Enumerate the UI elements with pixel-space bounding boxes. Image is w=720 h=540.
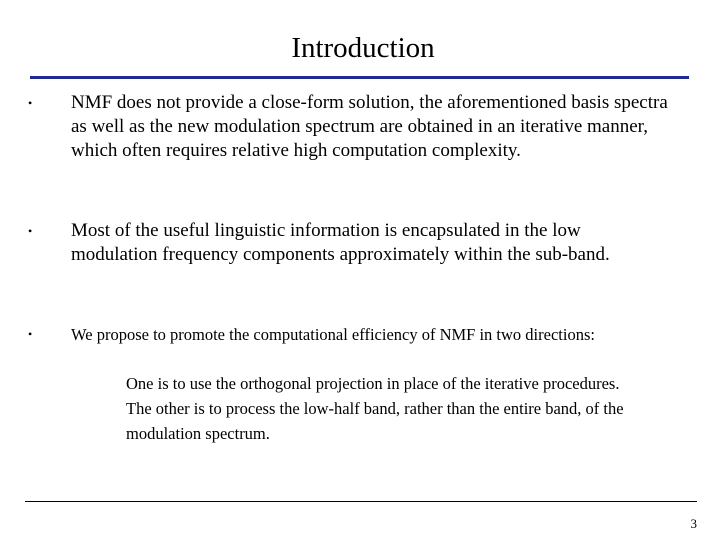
bullet-text: Most of the useful linguistic information is encapsulated in the low modulation frequency components approximately within the sub-band. <box>71 220 610 265</box>
bullet-icon: • <box>28 96 33 110</box>
bullet-icon: • <box>28 224 33 238</box>
page-number: 3 <box>690 516 697 531</box>
bullet-icon: • <box>28 327 33 341</box>
bullet-text: NMF does not provide a close-form solution, the aforementioned basis spectra as well as the new modulation spectrum are obtained in an iterative manner, which often requires relative high computation complexity. <box>71 92 668 161</box>
footer-divider <box>25 501 697 502</box>
sub-bullet-list <box>126 371 646 446</box>
bullet-text: We propose to promote the computational efficiency of NMF in two directions: <box>71 325 595 344</box>
slide-title: Introduction <box>291 32 435 64</box>
sub-bullet-text: One is to use the orthogonal projection in place of the iterative procedures. <box>126 374 620 393</box>
sub-bullet-text: The other is to process the low-half band, rather than the entire band, of the modulation spectrum. <box>126 399 624 443</box>
